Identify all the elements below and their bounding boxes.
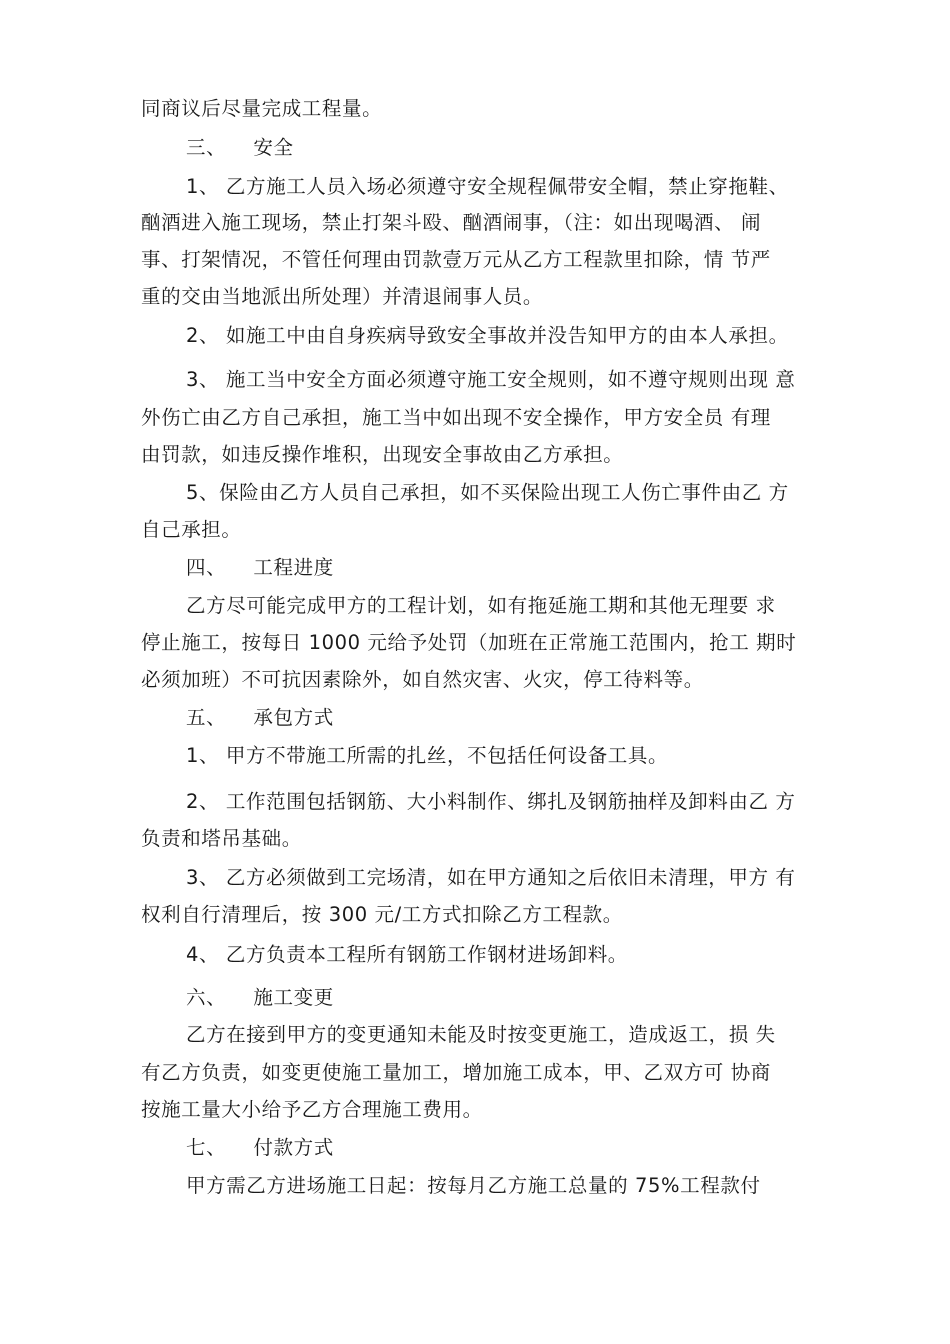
text-line-7: 2、 如施工中由自身疾病导致安全事故并没告知甲方的由本人承担。	[186, 324, 789, 347]
text-line-6: 重的交由当地派出所处理）并清退闹事人员。	[141, 285, 544, 308]
text-line-21: 3、 乙方必须做到工完场清，如在甲方通知之后依旧未清理，甲方 有	[186, 866, 796, 889]
text-line-1: 同商议后尽量完成工程量。	[141, 97, 383, 120]
text-line-4: 酗酒进入施工现场，禁止打架斗殴、酗酒闹事，（注：如出现喝酒、 闹	[141, 211, 762, 234]
text-line-20: 负责和塔吊基础。	[141, 827, 302, 850]
section-heading-7-payment: 七、 付款方式	[186, 1136, 334, 1159]
text-line-29: 甲方需乙方进场施工日起：按每月乙方施工总量的 75%工程款付	[186, 1174, 761, 1197]
section-heading-3-safety: 三、 安全	[186, 136, 294, 159]
text-line-5: 事、打架情况，不管任何理由罚款壹万元从乙方工程款里扣除，情 节严	[141, 248, 771, 271]
text-line-23: 4、 乙方负责本工程所有钢筋工作钢材进场卸料。	[186, 943, 628, 966]
text-line-26: 有乙方负责，如变更使施工量加工，增加施工成本，甲、乙双方可 协商	[141, 1061, 771, 1084]
text-line-15: 停止施工，按每日 1000 元给予处罚（加班在正常施工范围内，抢工 期时	[141, 631, 797, 654]
section-heading-4-progress: 四、 工程进度	[186, 556, 334, 579]
text-line-3: 1、 乙方施工人员入场必须遵守安全规程佩带安全帽，禁止穿拖鞋、	[186, 175, 789, 198]
text-line-16: 必须加班）不可抗因素除外，如自然灾害、火灾，停工待料等。	[141, 668, 704, 691]
text-line-10: 由罚款，如违反操作堆积，出现安全事故由乙方承担。	[141, 443, 624, 466]
section-heading-5-contract: 五、 承包方式	[186, 706, 334, 729]
text-line-11: 5、保险由乙方人员自己承担，如不买保险出现工人伤亡事件由乙 方	[186, 481, 789, 504]
text-line-8: 3、 施工当中安全方面必须遵守施工安全规则，如不遵守规则出现 意	[186, 368, 796, 391]
text-line-18: 1、 甲方不带施工所需的扎丝，不包括任何设备工具。	[186, 744, 669, 767]
text-line-27: 按施工量大小给予乙方合理施工费用。	[141, 1098, 483, 1121]
text-line-22: 权利自行清理后，按 300 元/工方式扣除乙方工程款。	[141, 903, 623, 926]
text-line-19: 2、 工作范围包括钢筋、大小料制作、绑扎及钢筋抽样及卸料由乙 方	[186, 790, 796, 813]
text-line-14: 乙方尽可能完成甲方的工程计划，如有拖延施工期和其他无理要 求	[186, 594, 776, 617]
text-line-25: 乙方在接到甲方的变更通知未能及时按变更施工，造成返工，损 失	[186, 1023, 776, 1046]
text-line-12: 自己承担。	[141, 518, 242, 541]
section-heading-6-changes: 六、 施工变更	[186, 986, 334, 1009]
text-line-9: 外伤亡由乙方自己承担，施工当中如出现不安全操作，甲方安全员 有理	[141, 406, 771, 429]
